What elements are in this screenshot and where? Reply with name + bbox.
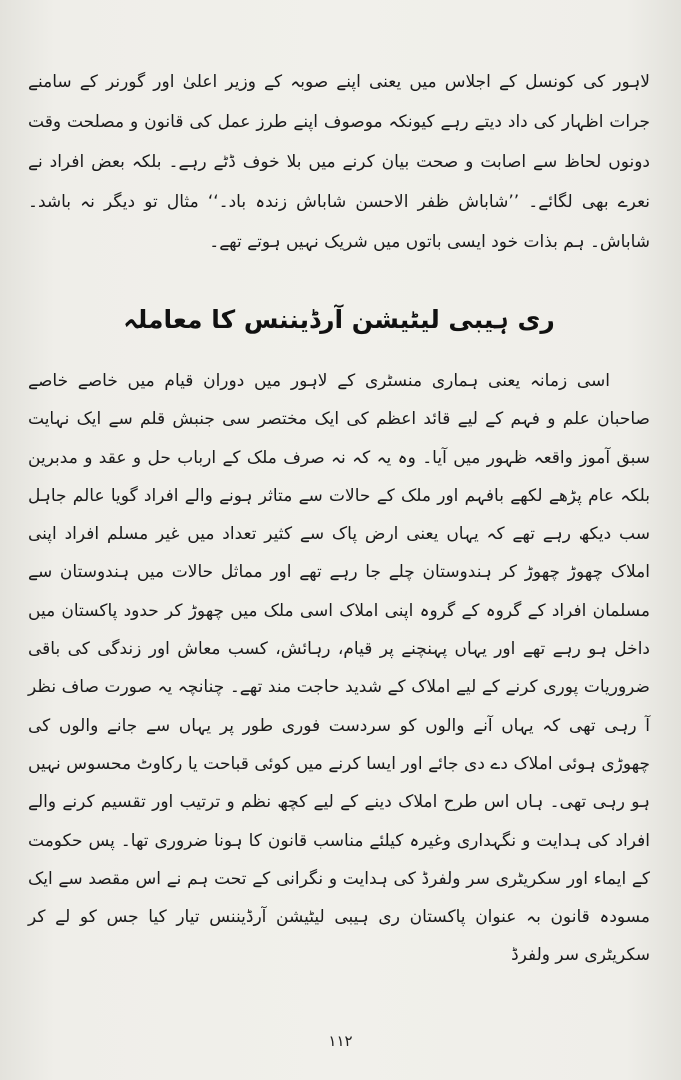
body-paragraph <box>28 362 650 975</box>
section-heading: ری ہیبی لیٹیشن آرڈیننس کا معاملہ <box>123 305 555 334</box>
paragraph-text: لاہور کی کونسل کے اجلاس میں یعنی اپنے صوبہ کے وزیر اعلیٰ اور گورنر کے سامنے جرات اظہار کی داد دیتے رہے کیونکہ موصوف اپنے طرز عمل کی قانون و مصلحت وقت دونوں لحاظ سے اصابت و صحت بیان کرنے میں بلا خوف ڈٹے رہے۔ بلکہ بعض افراد نے نعرے بھی لگائے۔ ’’شاباش ظفر الاحسن شاباش زندہ باد۔‘‘ مثال تو دیگر نہ باشد۔ شاباش۔ ہم بذات خود ایسی باتوں میں شریک نہیں ہوتے تھے۔ <box>28 72 650 252</box>
paragraph-text: اسی زمانہ یعنی ہماری منسٹری کے لاہور میں دوران قیام میں خاصے خاصے صاحبان علم و فہم کے لیے قائد اعظم کی ایک مختصر سی جنبش قلم سے ایک نہایت سبق آموز واقعہ ظہور میں آیا۔ وہ یہ کہ نہ صرف ملک کے ارباب حل و عقد و مدبرین بلکہ عام پڑھے لکھے بافہم اور ملک کے حالات سے متاثر ہونے والے افراد گویا عالم جاہل سب دیکھ رہے تھے کہ یہاں یعنی ارض پاک سے کثیر تعداد میں غیر مسلم افراد اپنی املاک چھوڑ چھوڑ کر ہندوستان چلے جا رہے تھے اور مماثل حالات میں ہندوستان سے مسلمان افراد کے گروہ کے گروہ اپنی املاک اسی ملک میں چھوڑ کر حدود پاکستان میں داخل ہو رہے تھے اور یہاں پہنچنے پر قیام، رہائش، کسب معاش اور زندگی کی باقی ضروریات پوری کرنے کے لیے املاک کے شدید حاجت مند تھے۔ چنانچہ یہ صورت صاف نظر آ رہی تھی کہ یہاں آنے والوں کو سردست فوری طور پر یہاں سے جانے والوں کی چھوڑی ہوئی املاک دے دی جائے اور ایسا کرنے میں کوئی قباحت یا رکاوٹ محسوس نہیں ہو رہی تھی۔ ہاں اس طرح املاک دینے کے لیے کچھ نظم و ترتیب اور تقسیم کرنے والے افراد کی ہدایت و نگہداری وغیرہ کیلئے مناسب قانون کا ہونا ضروری تھا۔ پس حکومت کے ایماء اور سکریٹری سر ولفرڈ کی ہدایت و نگرانی کے تحت ہم نے اس مقصد سے ایک مسودہ قانون بہ عنوان پاکستان ری ہیبی لیٹیشن آرڈیننس تیار کیا جس کو لے کر سکریٹری سر ولفرڈ <box>28 371 651 966</box>
page-number: ۱۱۲ <box>328 1032 353 1050</box>
opening-paragraph <box>28 62 650 262</box>
